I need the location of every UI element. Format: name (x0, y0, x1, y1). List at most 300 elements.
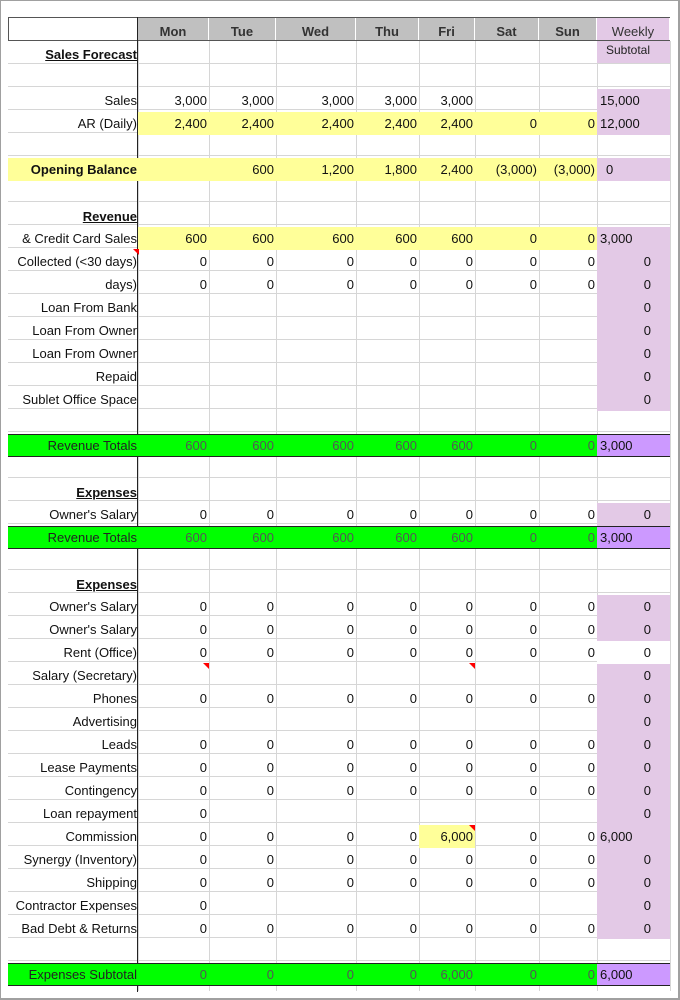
cell-mon[interactable] (138, 342, 209, 365)
cell-fri[interactable]: 0 (465, 277, 473, 292)
cell-thu[interactable] (356, 365, 419, 388)
cell-sun[interactable]: 0 (587, 622, 595, 637)
cell-fri[interactable]: 0 (465, 737, 473, 752)
cell-thu[interactable]: 0 (409, 507, 417, 522)
cell-weekly-total[interactable]: 0 (643, 369, 651, 384)
row-label[interactable]: Synergy (Inventory) (23, 852, 137, 867)
cell-wed[interactable]: 600 (332, 438, 354, 453)
cell-sat[interactable] (475, 802, 539, 825)
cell-sun[interactable]: 0 (587, 277, 595, 292)
cell-weekly-total[interactable]: 0 (643, 737, 651, 752)
cell-wed[interactable] (276, 894, 356, 917)
cell-sat[interactable]: 0 (529, 277, 537, 292)
cell-wed[interactable]: 1,200 (321, 162, 354, 177)
cell-sun[interactable]: 0 (587, 737, 595, 752)
section-row (8, 481, 670, 504)
cell-thu[interactable]: 0 (409, 875, 417, 890)
cell-fri[interactable]: 0 (465, 645, 473, 660)
cell-sat[interactable] (475, 89, 539, 112)
cell-sat[interactable]: 0 (529, 921, 537, 936)
row-label[interactable]: Collected (<30 days) (17, 254, 137, 269)
cell-mon[interactable]: 0 (199, 599, 207, 614)
total-row-border (8, 434, 670, 435)
cell-tue[interactable]: 0 (266, 921, 274, 936)
cell-mon[interactable]: 0 (199, 783, 207, 798)
cell-sun[interactable] (539, 388, 597, 411)
cell-weekly-total[interactable]: 0 (643, 392, 651, 407)
cell-fri[interactable]: 0 (465, 760, 473, 775)
cell-mon[interactable]: 600 (185, 530, 207, 545)
cell-tue[interactable]: 0 (266, 254, 274, 269)
cell-tue[interactable]: 0 (266, 599, 274, 614)
cell-wed[interactable] (276, 388, 356, 411)
cell-mon[interactable] (138, 319, 209, 342)
cell-sat[interactable]: 0 (529, 599, 537, 614)
cell-tue[interactable]: 3,000 (241, 93, 274, 108)
cell-mon[interactable]: 0 (199, 852, 207, 867)
column-header-mon[interactable]: Mon (138, 18, 209, 40)
row-label[interactable]: Sales (104, 93, 137, 108)
row-label[interactable]: Loan From Bank (40, 300, 137, 315)
cell-mon[interactable]: 0 (199, 507, 207, 522)
cell-thu[interactable]: 1,800 (384, 162, 417, 177)
cell-thu[interactable]: 0 (409, 852, 417, 867)
cell-wed[interactable]: 0 (346, 599, 354, 614)
cell-mon[interactable]: 0 (199, 806, 207, 821)
cell-tue[interactable]: 0 (266, 852, 274, 867)
cell-sat[interactable]: 0 (529, 875, 537, 890)
cell-mon[interactable]: 0 (199, 829, 207, 844)
row-label[interactable]: Loan repayment (43, 806, 137, 821)
cell-fri[interactable] (419, 894, 475, 917)
cell-weekly-total[interactable]: 0 (643, 898, 651, 913)
cell-mon[interactable]: 0 (199, 921, 207, 936)
cell-weekly-total[interactable]: 0 (643, 346, 651, 361)
cell-fri[interactable]: 0 (465, 254, 473, 269)
cell-tue[interactable] (209, 664, 276, 687)
cell-fri[interactable]: 0 (465, 599, 473, 614)
cell-tue[interactable]: 0 (266, 622, 274, 637)
cell-fri[interactable]: 6,000 (419, 825, 475, 848)
column-header-wed[interactable]: Wed (276, 18, 356, 40)
cell-tue[interactable]: 0 (266, 737, 274, 752)
cell-wed[interactable]: 0 (346, 737, 354, 752)
cell-fri[interactable]: 2,400 (440, 116, 473, 131)
cell-fri[interactable]: 0 (465, 507, 473, 522)
cell-sun[interactable]: 0 (587, 829, 595, 844)
table-row (8, 342, 670, 365)
cell-weekly-total[interactable]: 0 (643, 714, 651, 729)
cell-mon[interactable]: 0 (199, 760, 207, 775)
row-label[interactable]: Owner's Salary (49, 622, 137, 637)
cell-fri[interactable]: 600 (451, 530, 473, 545)
cell-fri[interactable]: 0 (465, 622, 473, 637)
cell-tue[interactable] (209, 342, 276, 365)
cell-sun[interactable] (539, 296, 597, 319)
cell-sun[interactable]: 0 (587, 116, 595, 131)
section-row (8, 43, 670, 66)
cell-tue[interactable]: 0 (266, 691, 274, 706)
section-expenses-1: Expenses (76, 485, 137, 500)
cell-wed[interactable] (276, 319, 356, 342)
cell-thu[interactable]: 0 (409, 829, 417, 844)
row-label[interactable]: Loan From Owner (32, 323, 137, 338)
cell-fri[interactable] (419, 710, 475, 733)
cell-weekly-total[interactable]: 0 (643, 760, 651, 775)
row-label[interactable]: Opening Balance (30, 162, 137, 177)
cell-wed[interactable]: 0 (346, 967, 354, 982)
cell-wed[interactable]: 600 (332, 231, 354, 246)
cell-sun[interactable]: 0 (587, 645, 595, 660)
cell-weekly-total[interactable]: 15,000 (600, 93, 640, 108)
cell-wed[interactable]: 0 (346, 921, 354, 936)
cell-weekly-total[interactable]: 0 (643, 852, 651, 867)
row-label[interactable]: Contractor Expenses (15, 898, 137, 913)
cell-mon[interactable] (138, 388, 209, 411)
cell-sun[interactable]: 0 (587, 852, 595, 867)
cell-mon[interactable] (138, 710, 209, 733)
cell-tue[interactable]: 0 (266, 967, 274, 982)
cell-thu[interactable]: 0 (409, 622, 417, 637)
table-row (8, 434, 670, 457)
section-row (8, 205, 670, 228)
row-label[interactable]: Revenue Totals (47, 530, 137, 545)
cell-thu[interactable] (356, 388, 419, 411)
section-sales-forecast: Sales Forecast (45, 47, 137, 62)
cell-sun[interactable]: 0 (587, 231, 595, 246)
cell-fri[interactable]: 0 (465, 921, 473, 936)
comment-marker-icon[interactable] (469, 663, 475, 669)
row-label[interactable]: AR (Daily) (77, 116, 137, 131)
cell-tue[interactable] (209, 388, 276, 411)
cell-thu[interactable] (356, 296, 419, 319)
table-row (8, 917, 670, 940)
cell-fri[interactable]: 600 (451, 438, 473, 453)
cell-fri[interactable]: 6,000 (440, 967, 473, 982)
row-label[interactable]: Owner's Salary (49, 507, 137, 522)
cell-sat[interactable]: 0 (529, 645, 537, 660)
cell-weekly-total[interactable]: 0 (643, 806, 651, 821)
cell-thu[interactable]: 600 (395, 530, 417, 545)
cell-fri[interactable] (419, 388, 475, 411)
row-label[interactable]: Leads (101, 737, 137, 752)
cell-sat[interactable] (475, 365, 539, 388)
row-label[interactable]: Salary (Secretary) (32, 668, 137, 683)
cell-thu[interactable]: 2,400 (384, 116, 417, 131)
cell-mon[interactable]: 600 (185, 438, 207, 453)
cell-fri[interactable]: 2,400 (440, 162, 473, 177)
table-row (8, 112, 670, 135)
cell-wed[interactable]: 3,000 (321, 93, 354, 108)
cell-tue[interactable] (209, 802, 276, 825)
cell-mon[interactable]: 0 (199, 277, 207, 292)
cell-weekly-total[interactable]: 0 (643, 783, 651, 798)
cell-sat[interactable]: 0 (529, 254, 537, 269)
cell-thu[interactable]: 0 (409, 737, 417, 752)
column-header-tue[interactable]: Tue (209, 18, 276, 40)
column-header-sat[interactable]: Sat (475, 18, 539, 40)
cell-fri[interactable] (419, 802, 475, 825)
row-label[interactable]: Contingency (64, 783, 137, 798)
cell-sat[interactable] (475, 710, 539, 733)
cell-weekly-total[interactable]: 0 (643, 875, 651, 890)
comment-marker-icon[interactable] (469, 825, 475, 831)
cell-sat[interactable]: (3,000) (495, 162, 537, 177)
cell-tue[interactable]: 600 (252, 530, 274, 545)
row-label[interactable]: Loan From Owner (32, 346, 137, 361)
cell-weekly-total[interactable]: 0 (643, 691, 651, 706)
cell-sun[interactable]: 0 (587, 783, 595, 798)
cell-tue[interactable]: 0 (266, 783, 274, 798)
cell-fri[interactable]: 600 (451, 231, 473, 246)
cell-weekly-total[interactable]: 3,000 (600, 231, 633, 246)
cell-thu[interactable]: 0 (409, 691, 417, 706)
frame-left (0, 0, 1, 1000)
cell-wed[interactable]: 0 (346, 622, 354, 637)
cell-sun[interactable] (539, 89, 597, 112)
cell-sat[interactable]: 0 (529, 783, 537, 798)
comment-marker-icon[interactable] (133, 249, 139, 255)
cell-mon[interactable]: 0 (199, 254, 207, 269)
cell-mon[interactable]: 0 (199, 967, 207, 982)
cell-mon[interactable]: 2,400 (174, 116, 207, 131)
cell-tue[interactable]: 600 (252, 438, 274, 453)
cell-wed[interactable]: 0 (346, 852, 354, 867)
cell-wed[interactable]: 0 (346, 507, 354, 522)
cell-thu[interactable]: 0 (409, 967, 417, 982)
cell-thu[interactable]: 0 (409, 783, 417, 798)
cell-sun[interactable]: 0 (587, 921, 595, 936)
cell-mon[interactable] (138, 664, 209, 687)
cell-mon[interactable] (138, 158, 209, 181)
cell-sat[interactable] (475, 319, 539, 342)
cell-thu[interactable] (356, 664, 419, 687)
cell-tue[interactable]: 600 (252, 231, 274, 246)
cell-weekly-total[interactable]: 3,000 (597, 434, 670, 457)
cell-fri[interactable]: 3,000 (440, 93, 473, 108)
row-label[interactable]: Advertising (72, 714, 137, 729)
cell-wed[interactable] (276, 664, 356, 687)
row-label[interactable]: Owner's Salary (49, 599, 137, 614)
table-row (8, 227, 670, 250)
cell-wed[interactable] (276, 802, 356, 825)
column-header-sun[interactable]: Sun (539, 18, 597, 40)
cell-tue[interactable] (209, 319, 276, 342)
cell-thu[interactable] (356, 710, 419, 733)
cell-wed[interactable]: 0 (346, 829, 354, 844)
row-label[interactable]: Shipping (86, 875, 137, 890)
row-label[interactable]: Commission (65, 829, 137, 844)
cell-thu[interactable]: 600 (395, 438, 417, 453)
cell-weekly-total[interactable]: 0 (643, 668, 651, 683)
cell-sun[interactable]: 0 (587, 760, 595, 775)
section-revenue: Revenue (82, 209, 137, 224)
cell-sun[interactable] (539, 664, 597, 687)
column-header-weekly[interactable]: Weekly (597, 18, 670, 40)
cell-sat[interactable] (475, 342, 539, 365)
cell-tue[interactable] (209, 365, 276, 388)
cell-sat[interactable] (475, 894, 539, 917)
cell-sat[interactable]: 0 (529, 760, 537, 775)
cell-mon[interactable]: 0 (199, 622, 207, 637)
cell-weekly-total[interactable]: 0 (643, 254, 651, 269)
cell-weekly-total[interactable]: 0 (643, 921, 651, 936)
cell-mon[interactable]: 0 (199, 737, 207, 752)
cell-sun[interactable]: 0 (587, 599, 595, 614)
cell-thu[interactable]: 0 (409, 254, 417, 269)
cell-wed[interactable] (276, 710, 356, 733)
cell-mon[interactable]: 0 (199, 875, 207, 890)
cell-tue[interactable]: 0 (266, 760, 274, 775)
grid-line (8, 960, 670, 961)
cell-thu[interactable] (356, 342, 419, 365)
row-label[interactable]: Phones (92, 691, 137, 706)
cell-tue[interactable]: 600 (252, 162, 274, 177)
cell-tue[interactable]: 2,400 (241, 116, 274, 131)
cell-thu[interactable]: 0 (409, 921, 417, 936)
cell-thu[interactable] (356, 894, 419, 917)
cell-weekly-total[interactable]: 0 (643, 277, 651, 292)
cell-thu[interactable]: 0 (409, 760, 417, 775)
table-row (8, 296, 670, 319)
cell-tue[interactable] (209, 296, 276, 319)
cell-weekly-total[interactable]: 6,000 (597, 963, 670, 986)
cell-sun[interactable]: 0 (587, 507, 595, 522)
cell-sun[interactable]: 0 (587, 530, 595, 545)
cell-wed[interactable]: 0 (346, 875, 354, 890)
cell-wed[interactable] (276, 365, 356, 388)
cell-fri[interactable] (419, 342, 475, 365)
row-label[interactable]: Lease Payments (40, 760, 137, 775)
cell-sun[interactable] (539, 319, 597, 342)
cell-tue[interactable]: 0 (266, 277, 274, 292)
cell-fri[interactable]: 0 (465, 783, 473, 798)
cell-sat[interactable]: 0 (529, 116, 537, 131)
cell-sat[interactable]: 0 (529, 438, 537, 453)
cell-sun[interactable]: 0 (587, 254, 595, 269)
table-row (8, 641, 670, 664)
cell-thu[interactable]: 0 (409, 277, 417, 292)
cell-tue[interactable]: 0 (266, 507, 274, 522)
cell-sun[interactable]: 0 (587, 691, 595, 706)
cell-wed[interactable]: 600 (332, 530, 354, 545)
cell-thu[interactable]: 600 (395, 231, 417, 246)
cell-tue[interactable]: 0 (266, 829, 274, 844)
cell-weekly-total[interactable]: 6,000 (600, 829, 633, 844)
cell-thu[interactable] (356, 802, 419, 825)
cell-fri[interactable] (419, 319, 475, 342)
cell-weekly-total[interactable]: 0 (643, 323, 651, 338)
cell-wed[interactable]: 0 (346, 691, 354, 706)
cell-weekly-total[interactable]: 0 (643, 507, 651, 522)
cell-wed[interactable] (276, 296, 356, 319)
cell-sun[interactable] (539, 365, 597, 388)
cell-mon[interactable] (138, 296, 209, 319)
cell-thu[interactable] (356, 319, 419, 342)
cell-sat[interactable]: 0 (529, 737, 537, 752)
row-label[interactable]: Expenses Subtotal (28, 967, 137, 982)
cell-weekly-total[interactable]: 0 (606, 162, 614, 177)
cell-thu[interactable]: 0 (409, 645, 417, 660)
row-label[interactable]: Repaid (95, 369, 137, 384)
cell-sun[interactable]: (3,000) (553, 162, 595, 177)
cell-wed[interactable]: 0 (346, 277, 354, 292)
cell-mon[interactable]: 0 (199, 645, 207, 660)
row-label[interactable]: Rent (Office) (63, 645, 137, 660)
row-label[interactable]: Bad Debt & Returns (21, 921, 137, 936)
row-label[interactable]: days) (105, 277, 137, 292)
column-header-fri[interactable]: Fri (419, 18, 475, 40)
cell-sat[interactable]: 0 (529, 507, 537, 522)
cell-sat[interactable] (475, 664, 539, 687)
cell-fri[interactable] (419, 365, 475, 388)
row-label[interactable]: Revenue Totals (47, 438, 137, 453)
cell-sun[interactable] (539, 802, 597, 825)
cell-sat[interactable]: 0 (529, 691, 537, 706)
section-row (8, 573, 670, 596)
cell-sun[interactable] (539, 894, 597, 917)
table-row (8, 733, 670, 756)
cell-wed[interactable]: 2,400 (321, 116, 354, 131)
cell-wed[interactable]: 0 (346, 645, 354, 660)
cell-tue[interactable]: 0 (266, 875, 274, 890)
comment-marker-icon[interactable] (203, 663, 209, 669)
cell-wed[interactable]: 0 (346, 254, 354, 269)
cell-wed[interactable] (276, 342, 356, 365)
cell-thu[interactable]: 0 (409, 599, 417, 614)
cell-sun[interactable]: 0 (587, 438, 595, 453)
cell-sat[interactable]: 0 (529, 622, 537, 637)
cell-tue[interactable] (209, 894, 276, 917)
cell-sat[interactable]: 0 (529, 967, 537, 982)
cell-weekly-total[interactable]: 0 (643, 622, 651, 637)
cell-mon[interactable]: 600 (185, 231, 207, 246)
cell-sun[interactable]: 0 (587, 875, 595, 890)
cell-weekly-total[interactable]: 12,000 (600, 116, 640, 131)
cell-thu[interactable]: 3,000 (384, 93, 417, 108)
cell-mon[interactable] (138, 365, 209, 388)
cell-weekly-total[interactable]: 3,000 (597, 526, 670, 549)
cell-sun[interactable]: 0 (587, 967, 595, 982)
cell-wed[interactable]: 0 (346, 783, 354, 798)
cell-sat[interactable]: 0 (529, 852, 537, 867)
cell-fri[interactable] (419, 664, 475, 687)
cell-mon[interactable]: 0 (199, 691, 207, 706)
row-label[interactable]: Sublet Office Space (22, 392, 137, 407)
cell-sat[interactable]: 0 (529, 829, 537, 844)
cell-fri[interactable]: 0 (465, 875, 473, 890)
cell-fri[interactable]: 0 (465, 691, 473, 706)
cell-sun[interactable] (539, 342, 597, 365)
column-header-thu[interactable]: Thu (356, 18, 419, 40)
cell-weekly-total[interactable]: 0 (643, 599, 651, 614)
cell-wed[interactable]: 0 (346, 760, 354, 775)
cell-tue[interactable] (209, 710, 276, 733)
cell-mon[interactable]: 0 (199, 898, 207, 913)
cell-sun[interactable] (539, 710, 597, 733)
row-label[interactable]: & Credit Card Sales (22, 231, 137, 246)
cell-mon[interactable]: 3,000 (174, 93, 207, 108)
cell-fri[interactable] (419, 296, 475, 319)
cell-weekly-total[interactable]: 0 (643, 300, 651, 315)
cell-sat[interactable]: 0 (529, 231, 537, 246)
cell-sat[interactable] (475, 296, 539, 319)
cell-fri[interactable]: 0 (465, 852, 473, 867)
cell-sat[interactable] (475, 388, 539, 411)
cell-sat[interactable]: 0 (529, 530, 537, 545)
cell-weekly-total[interactable]: 0 (597, 641, 670, 664)
cell-tue[interactable]: 0 (266, 645, 274, 660)
